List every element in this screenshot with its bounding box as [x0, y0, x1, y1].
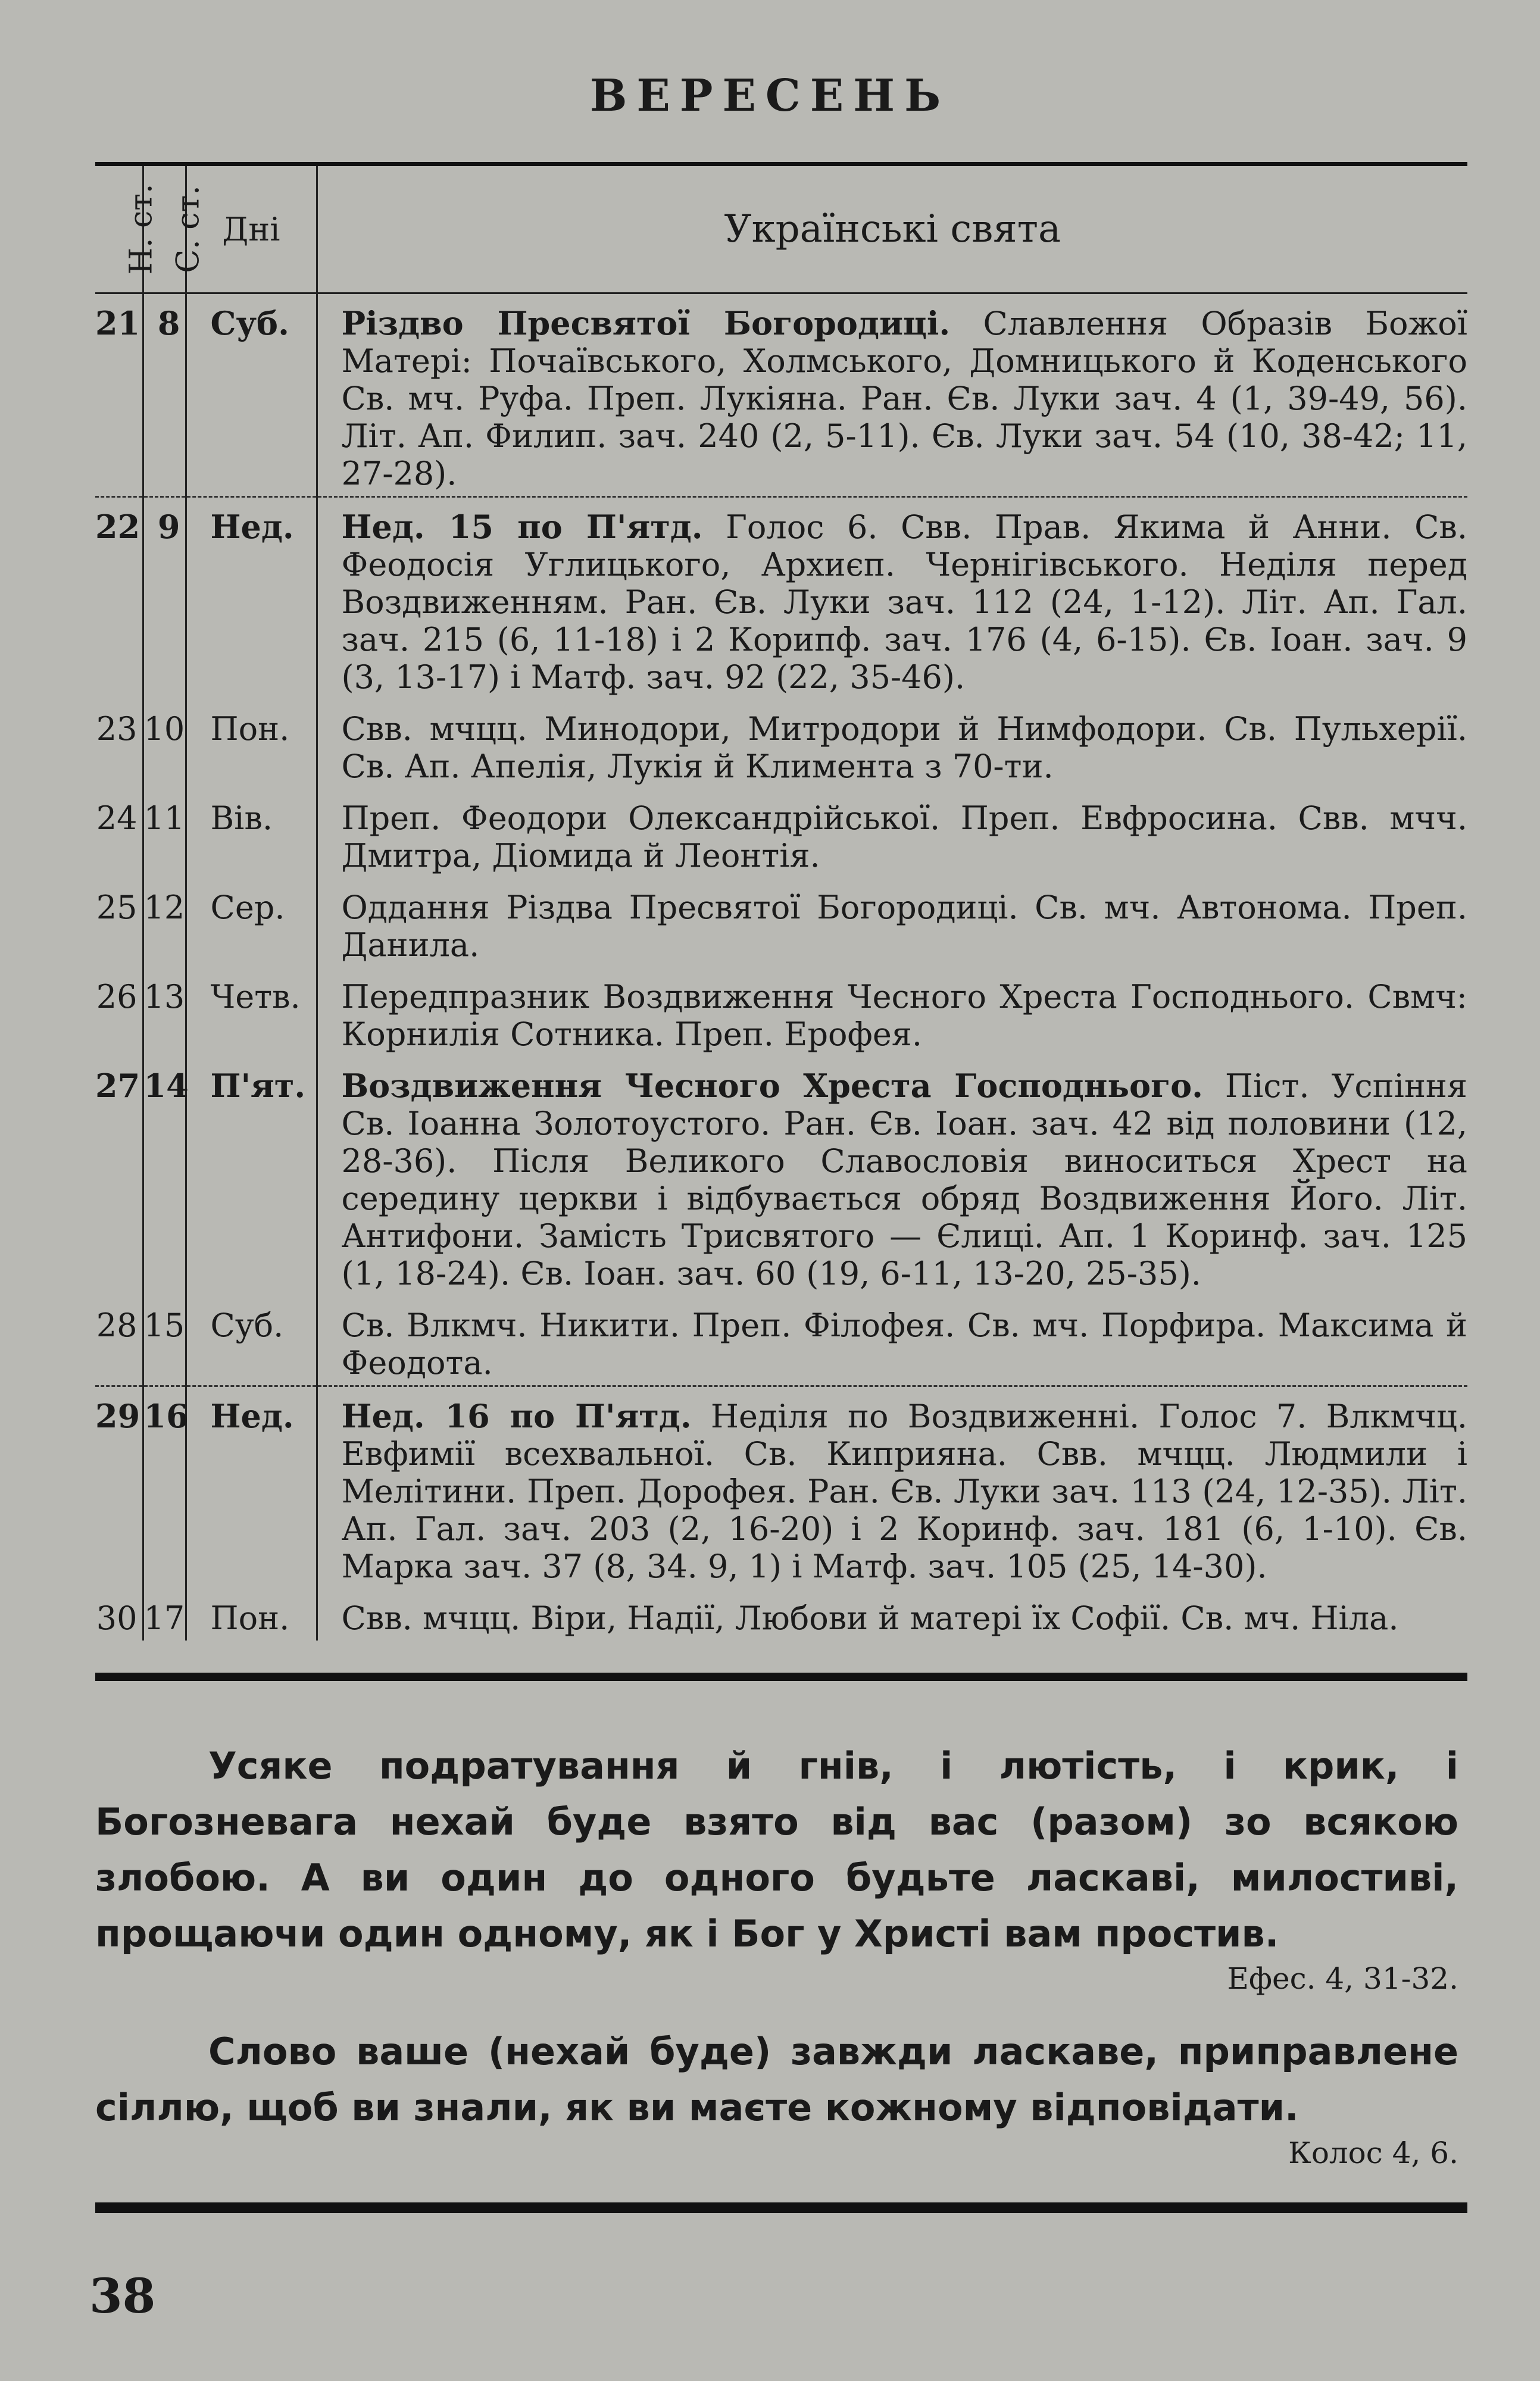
table-bottom-rule [95, 1673, 1467, 1681]
feast-details: Преп. Феодори Олександрійської. Преп. Евфросина. Свв. мчч. Дмитра, Діомида й Леонтія. [341, 799, 1467, 874]
table-row [95, 789, 1467, 878]
day-of-week: Сер. [186, 878, 317, 967]
feast-title: Різдво Пресвятої Богородиці. [341, 304, 951, 342]
holiday-description [317, 1589, 1467, 1641]
old-style-date: 17 [143, 1589, 186, 1641]
day-of-week: Нед. [186, 497, 317, 700]
day-of-week: Суб. [186, 1296, 317, 1386]
new-style-date: 29 [95, 1386, 143, 1589]
feast-details: Передпразник Воздвиження Чесного Хреста Господнього. Свмч: Корнилія Сотника. Преп. Ерофея. [341, 978, 1467, 1053]
table-row [95, 497, 1467, 700]
table-row [95, 878, 1467, 967]
old-style-date: 15 [143, 1296, 186, 1386]
feast-details: Славлення Образів Божої Матері: Почаївського, Холмського, Домницького й Коденського Св. мч. Руфа. Преп. Лукіяна. Ран. Єв. Луки зач. 4 (1, 39-49, 56). Літ. Ап. Филип. зач. 240 (2, 5-11). Єв. Луки зач. 54 (10, 38-42; 11, 27-28). [341, 305, 1467, 492]
table-row [95, 699, 1467, 789]
feast-title: Нед. 15 по П'ятд. [341, 508, 703, 546]
calendar-body [95, 293, 1467, 1641]
old-style-date: 13 [143, 967, 186, 1057]
feast-details: Голос 6. Свв. Прав. Якима й Анни. Св. Феодосія Углицького, Архиєп. Чернігівського. Неділя перед Воздвиженням. Ран. Єв. Луки зач. 112 (24, 1-12). Літ. Ап. Гал. зач. 215 (6, 11-18) і 2 Корипф. зач. 176 (4, 6-15). Єв. Іоан. зач. 9 (3, 13-17) і Матф. зач. 92 (22, 35-46). [341, 508, 1468, 696]
old-style-date: 12 [143, 878, 186, 967]
feast-details: Неділя по Воздвиженні. Голос 7. Влкмчц. Евфимії всехвальної. Св. Киприяна. Свв. мчцц. Людмили і Мелітини. Преп. Дорофея. Ран. Єв. Луки зач. 113 (24, 12-35). Літ. Ап. Гал. зач. 203 (2, 16-20) і 2 Коринф. зач. 181 (6, 1-10). Єв. Марка зач. 37 (8, 34. 9, 1) і Матф. зач. 105 (25, 14-30). [341, 1398, 1467, 1585]
page-title: ВЕРЕСЕНЬ [589, 70, 951, 121]
old-style-date: 8 [143, 293, 186, 497]
holiday-description [317, 699, 1467, 789]
day-of-week: Нед. [186, 1386, 317, 1589]
feast-details: Св. Влкмч. Никити. Преп. Філофея. Св. мч. Порфира. Максима й Феодота. [341, 1307, 1467, 1382]
table-row [95, 1386, 1467, 1589]
header-old-style: С. ст. [143, 164, 186, 293]
new-style-date: 22 [95, 497, 143, 700]
quote-ephesians: Усяке подратування й гнів, і лютість, і крик, і Богозневага нехай буде взято від вас (разом) зо всякою злобою. А ви один до одного будьте ласкаві, милостиві, прощаючи один одному, як і Бог у Христі вам простив. [95, 1744, 1458, 1955]
table-row [95, 293, 1467, 497]
holiday-description [317, 878, 1467, 967]
new-style-date: 26 [95, 967, 143, 1057]
day-of-week: Вів. [186, 789, 317, 878]
holiday-description [317, 1296, 1467, 1386]
header-days: Дні [186, 164, 317, 293]
new-style-date: 28 [95, 1296, 143, 1386]
holiday-description [317, 967, 1467, 1057]
feast-details: Оддання Різдва Пресвятої Богородиці. Св. мч. Автонома. Преп. Данила. [341, 889, 1467, 964]
page-number: 38 [89, 2268, 156, 2324]
table-row [95, 1057, 1467, 1296]
feast-details: Свв. мчцц. Минодори, Митродори й Нимфодори. Св. Пульхерії. Св. Ап. Апелія, Лукія й Климента з 70-ти. [341, 710, 1467, 785]
quote-colossians: Слово ваше (нехай буде) завжди ласкаве, приправлене сіллю, щоб ви знали, як ви маєте кожному відповідати. [95, 2030, 1458, 2129]
feast-details: Піст. Успіння Св. Іоанна Золотоустого. Ран. Єв. Іоан. зач. 42 від половини (12, 28-36). Після Великого Славословія виноситься Хрест на середину церкви і відбувається обряд Воздвиження Його. Літ. Антифони. Замість Трисвятого — Єлиці. Ап. 1 Коринф. зач. 125 (1, 18-24). Єв. Іоан. зач. 60 (19, 6-11, 13-20, 25-35). [341, 1067, 1467, 1292]
new-style-date: 24 [95, 789, 143, 878]
old-style-date: 11 [143, 789, 186, 878]
day-of-week: П'ят. [186, 1057, 317, 1296]
holiday-description [317, 789, 1467, 878]
feast-title: Нед. 16 по П'ятд. [341, 1397, 692, 1435]
new-style-date: 27 [95, 1057, 143, 1296]
table-row [95, 1296, 1467, 1386]
table-row [95, 1589, 1467, 1641]
new-style-date: 30 [95, 1589, 143, 1641]
old-style-date: 9 [143, 497, 186, 700]
feast-title: Воздвиження Чесного Хреста Господнього. [341, 1067, 1203, 1105]
new-style-date: 25 [95, 878, 143, 967]
header-holidays: Українські свята [724, 207, 1061, 251]
header-new-style: Н. ст. [95, 164, 143, 293]
holiday-description [317, 1386, 1467, 1589]
old-style-date: 14 [143, 1057, 186, 1296]
holiday-description [317, 1057, 1467, 1296]
calendar-table [95, 162, 1467, 1641]
quote-ephesians-reference: Ефес. 4, 31-32. [1227, 1961, 1458, 1996]
day-of-week: Четв. [186, 967, 317, 1057]
day-of-week: Пон. [186, 699, 317, 789]
table-header-row [95, 164, 1467, 293]
quote-colossians-reference: Колос 4, 6. [1288, 2136, 1458, 2170]
new-style-date: 21 [95, 293, 143, 497]
new-style-date: 23 [95, 699, 143, 789]
holiday-description [317, 293, 1467, 497]
table-row [95, 967, 1467, 1057]
holiday-description [317, 497, 1467, 700]
old-style-date: 10 [143, 699, 186, 789]
feast-details: Свв. мчцц. Віри, Надії, Любови й матері їх Софії. Св. мч. Ніла. [341, 1599, 1399, 1637]
old-style-date: 16 [143, 1386, 186, 1589]
footer-rule [95, 2202, 1467, 2213]
day-of-week: Суб. [186, 293, 317, 497]
day-of-week: Пон. [186, 1589, 317, 1641]
